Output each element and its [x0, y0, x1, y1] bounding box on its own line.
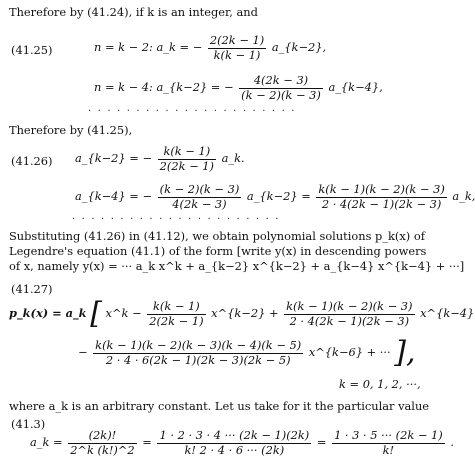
- fraction: $\frac{1 \cdot 3 \cdot 5 \cdot\cdot\cdot (2k - 1)}{k!}$: [334, 428, 443, 457]
- fraction: $\frac{k(k - 1)(k - 2)(k - 3)(k - 4)(k - 5)}{2 \cdot 4 \cdot 6(2k - 1)(2k - 3)(2k - 5)}$: [95, 337, 302, 367]
- fraction: $\frac{k(k - 1)}{2(2k - 1)}$: [159, 144, 214, 173]
- equation-41-27-line1: p_k(x) = a_k [ x^k − $\frac{k(k - 1)}{2(2k - 1)}$ x^{k−2} + $\frac{k(k - 1)(k - 2)(k - 3)}{2 \cdot 4(2k - 1)(2k - 3)}$ x^{k−4}: [9, 296, 475, 331]
- equation-41-27-range: k = 0, 1, 2, ···,: [339, 377, 421, 391]
- equation-label-41-27: (41.27): [11, 282, 53, 296]
- continuation-dots: ......................: [72, 211, 285, 222]
- equation-41-25-line2: n = k − 4: a_{k−2} = − $\frac{4(2k - 3)}{(k - 2)(k - 3)}$ a_{k−4},: [94, 73, 383, 102]
- fraction: $\frac{(2k)!}{2\^{}k (k!)\^{}2}$: [70, 428, 135, 457]
- fraction: $\frac{(k - 2)(k - 3)}{4(2k - 3)}$: [159, 182, 240, 211]
- paragraph-intro: Therefore by (41.24), if k is an integer, and: [9, 5, 258, 19]
- continuation-dots: ......................: [88, 103, 301, 114]
- paragraph-substituting-2: Legendre's equation (41.1) of the form [write y(x) in descending powers: [9, 244, 427, 258]
- fraction: $\frac{k(k - 1)(k - 2)(k - 3)}{2 \cdot 4(2k - 1)(2k - 3)}$: [318, 182, 445, 211]
- fraction: $\frac{2(2k - 1)}{k(k - 1)}$: [209, 33, 265, 62]
- fraction: $\frac{4(2k - 3)}{(k - 2)(k - 3)}$: [241, 73, 321, 102]
- paragraph-substituting-3: of x, namely y(x) = ··· a_k x^k + a_{k−2} x^{k−2} + a_{k−4} x^{k−4} + ···]: [9, 259, 465, 273]
- equation-41-26-line2: a_{k−4} = − $\frac{(k - 2)(k - 3)}{4(2k - 3)}$ a_{k−2} = $\frac{k(k - 1)(k - 2)(k - 3)}{2 \cdot 4(2k - 1)(2k - 3)}$ a_k,: [75, 182, 475, 211]
- equation-label-41-3: (41.3): [11, 417, 46, 431]
- paragraph-where: where a_k is an arbitrary constant. Let us take for it the particular value: [9, 399, 430, 413]
- equation-41-26-line1: a_{k−2} = − $\frac{k(k - 1)}{2(2k - 1)}$ a_k.: [75, 144, 245, 173]
- equation-label-41-25: (41.25): [11, 43, 53, 57]
- equation-41-3: a_k = $\frac{(2k)!}{2\^{}k (k!)\^{}2}$ = $\frac{1 \cdot 2 \cdot 3 \cdot 4 \cdot\cdot\cdot (2k - 1)(2k)}{k! 2 \cdot 4 \cdot 6 \cdot\cdot\cdot (2k)}$ = $\frac{1 \cdot 3 \cdot 5 \cdot\cdot\cdot (2k - 1)}{k!}$ .: [30, 428, 454, 457]
- paragraph-therefore: Therefore by (41.25),: [9, 123, 133, 137]
- fraction: $\frac{k(k - 1)(k - 2)(k - 3)}{2 \cdot 4(2k - 1)(2k - 3)}$: [286, 298, 413, 328]
- equation-label-41-26: (41.26): [11, 154, 53, 168]
- fraction: $\frac{1 \cdot 2 \cdot 3 \cdot 4 \cdot\cdot\cdot (2k - 1)(2k)}{k! 2 \cdot 4 \cdot 6 \cdot\cdot\cdot (2k)}$: [159, 428, 310, 457]
- equation-41-25-line1: n = k − 2: a_k = − $\frac{2(2k - 1)}{k(k - 1)}$ a_{k−2},: [94, 33, 327, 62]
- paragraph-substituting-1: Substituting (41.26) in (41.12), we obtain polynomial solutions p_k(x) of: [9, 229, 425, 243]
- fraction: $\frac{k(k - 1)}{2(2k - 1)}$: [149, 298, 204, 328]
- equation-41-27-line2: − $\frac{k(k - 1)(k - 2)(k - 3)(k - 4)(k - 5)}{2 \cdot 4 \cdot 6(2k - 1)(2k - 3)(2k - 5)}$ x^{k−6} + ··· ],: [78, 335, 416, 370]
